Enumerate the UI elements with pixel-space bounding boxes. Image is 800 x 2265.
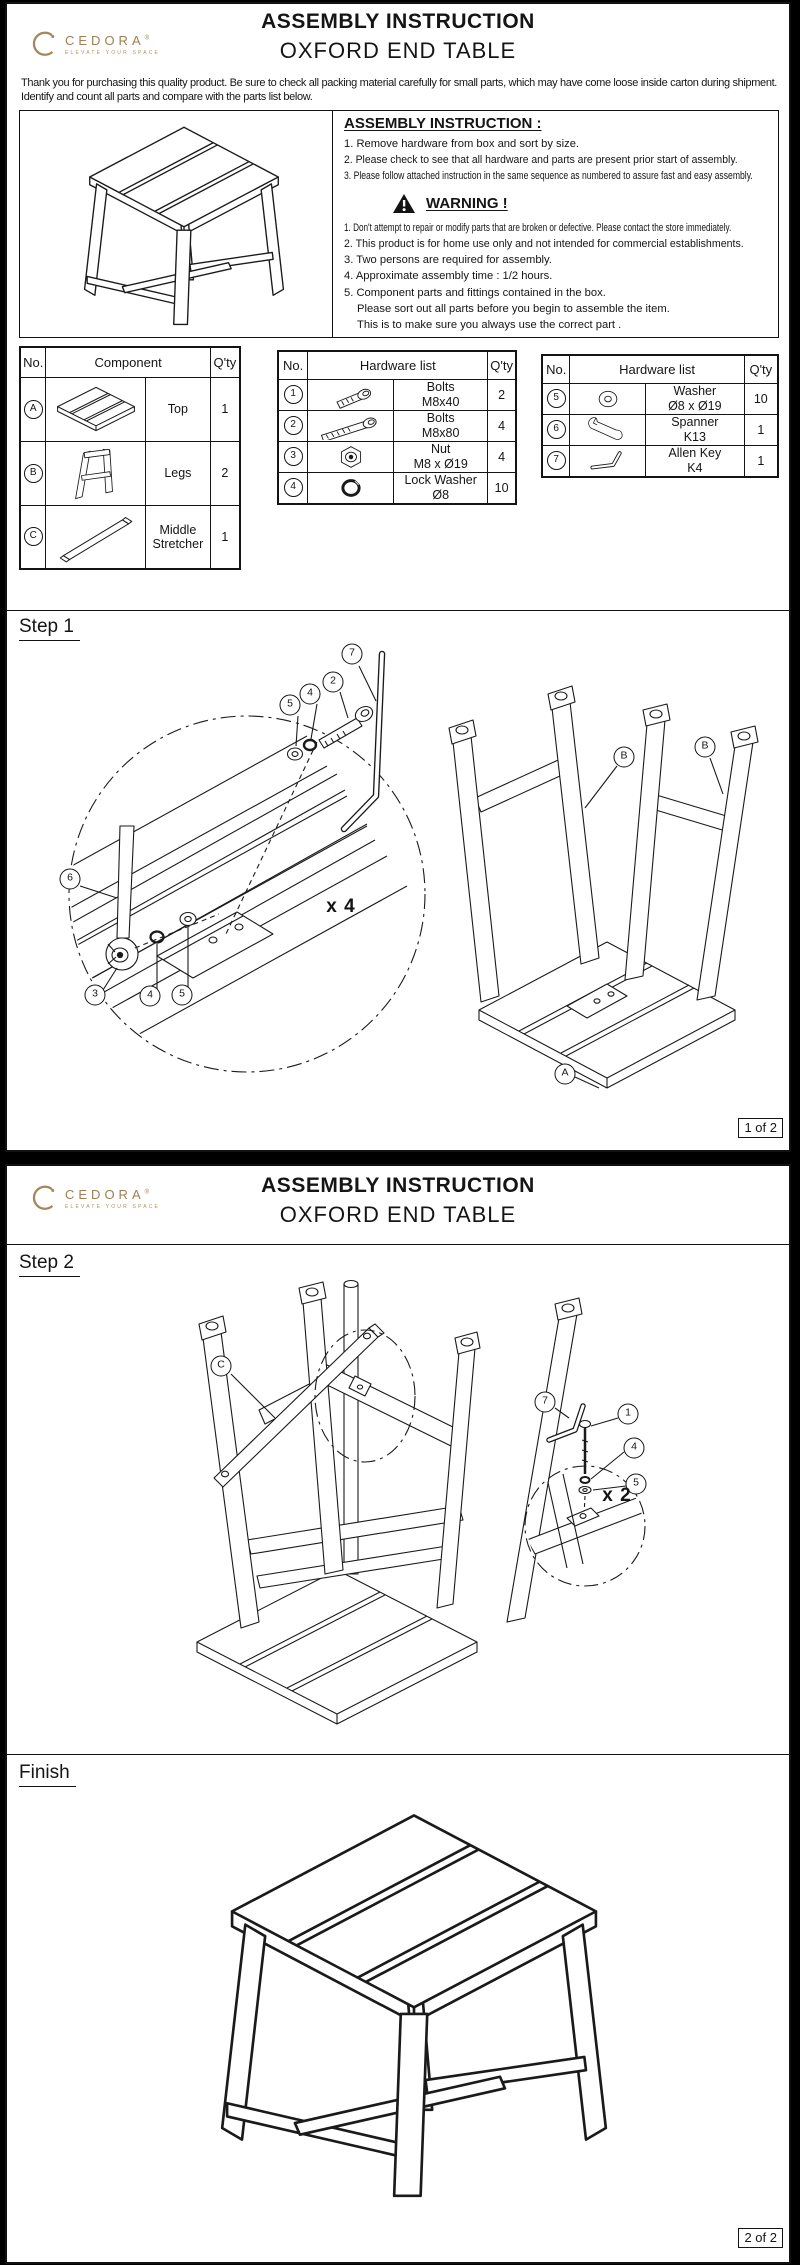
warning-heading: WARNING ! bbox=[426, 194, 508, 212]
brand-reg-mark: ® bbox=[144, 35, 150, 42]
component-qty: 2 bbox=[210, 441, 240, 505]
callout-bolt-m8x40: 1 bbox=[618, 1404, 639, 1425]
part-letter-c: C bbox=[24, 527, 43, 546]
hardware-number-1: 1 bbox=[284, 385, 303, 404]
table-row bbox=[542, 383, 778, 414]
callout-washer: 5 bbox=[626, 1474, 647, 1495]
callout-spanner: 6 bbox=[60, 869, 81, 890]
table-row bbox=[278, 441, 516, 472]
spanner-icon bbox=[579, 416, 637, 444]
hardware-name: Nut bbox=[430, 441, 451, 456]
callout-washer: 5 bbox=[280, 695, 301, 716]
hardware-qty: 2 bbox=[488, 379, 516, 410]
warning-item: This is to make sure you always use the correct part . bbox=[357, 319, 622, 332]
hardware-spec: M8 x Ø19 bbox=[413, 456, 468, 471]
callout-allen-key: 7 bbox=[342, 644, 363, 665]
hardware-number-3: 3 bbox=[284, 447, 303, 466]
callout-lock-washer: 4 bbox=[624, 1438, 645, 1459]
hardware-qty: 10 bbox=[488, 472, 516, 504]
part-label-a: A bbox=[555, 1064, 576, 1085]
callout-nut: 3 bbox=[85, 985, 106, 1006]
hardware-table-1 bbox=[277, 350, 517, 505]
part-label-b: B bbox=[614, 747, 635, 768]
warning-triangle-icon bbox=[392, 193, 416, 214]
component-table-header-qty: Q'ty bbox=[210, 347, 240, 377]
hardware-name: Spanner bbox=[671, 414, 719, 429]
page-separator bbox=[0, 1152, 800, 1164]
hardware-number-2: 2 bbox=[284, 416, 303, 435]
component-name: Top bbox=[146, 377, 211, 441]
part-label-c: C bbox=[211, 1356, 232, 1377]
component-table-header-no: No. bbox=[20, 347, 46, 377]
table-row bbox=[20, 377, 240, 441]
callout-lock-washer: 4 bbox=[300, 684, 321, 705]
hardware-number-6: 6 bbox=[547, 420, 566, 439]
instruction-item: 3. Please follow attached instruction in the same sequence as numbered to assure fast and easy assembly. bbox=[344, 169, 753, 182]
page-title: ASSEMBLY INSTRUCTION bbox=[261, 1174, 535, 1197]
page-number-badge: 2 of 2 bbox=[738, 2228, 783, 2248]
page-1 bbox=[5, 2, 791, 1152]
page-2 bbox=[5, 1164, 791, 2264]
hardware-spec: Ø8 x Ø19 bbox=[668, 398, 722, 413]
info-box bbox=[19, 110, 779, 338]
hardware-name: Allen Key bbox=[668, 445, 722, 460]
callout-lock-washer: 4 bbox=[140, 986, 161, 1007]
brand-tagline: ELEVATE YOUR SPACE bbox=[65, 49, 161, 56]
assembly-instructions-heading: ASSEMBLY INSTRUCTION : bbox=[344, 115, 542, 132]
hw2-header-qty: Q'ty bbox=[744, 355, 778, 383]
section-rule bbox=[7, 610, 789, 611]
table-row bbox=[278, 379, 516, 410]
table-row bbox=[542, 414, 778, 445]
table-row bbox=[542, 445, 778, 477]
stretcher-bar-icon bbox=[50, 509, 142, 565]
instruction-item: 2. Please check to see that all hardware and parts are present prior start of assembly. bbox=[344, 153, 738, 166]
bolt-m8x80-icon bbox=[313, 412, 389, 440]
hardware-qty: 4 bbox=[488, 441, 516, 472]
bolt-m8x40-icon bbox=[320, 381, 382, 409]
hardware-qty: 4 bbox=[488, 410, 516, 441]
info-box-divider bbox=[332, 111, 333, 337]
hardware-name: Lock Washer bbox=[404, 472, 477, 487]
step1-label: Step 1 bbox=[19, 616, 80, 641]
brand-tagline: ELEVATE YOUR SPACE bbox=[65, 1203, 161, 1210]
assembly-instructions bbox=[344, 115, 786, 333]
hardware-table-2 bbox=[541, 354, 779, 478]
table-row bbox=[278, 472, 516, 504]
warning-item: 4. Approximate assembly time : 1/2 hours. bbox=[344, 270, 553, 283]
hardware-number-7: 7 bbox=[547, 451, 566, 470]
component-table bbox=[19, 346, 241, 570]
nut-icon bbox=[336, 443, 366, 471]
hw2-header-name: Hardware list bbox=[570, 355, 744, 383]
component-name: Middle Stretcher bbox=[146, 505, 211, 569]
allen-key-icon bbox=[583, 448, 633, 474]
component-qty: 1 bbox=[210, 377, 240, 441]
hardware-spec: K13 bbox=[683, 429, 706, 444]
hardware-name: Bolts bbox=[426, 379, 455, 394]
step2-diagram bbox=[7, 1278, 789, 1748]
hardware-qty: 10 bbox=[744, 383, 778, 414]
instruction-item: 1. Remove hardware from box and sort by size. bbox=[344, 138, 580, 150]
warning-item: 2. This product is for home use only and not intended for commercial establishments. bbox=[344, 237, 744, 250]
intro-paragraph: Thank you for purchasing this quality product. Be sure to check all packing material carefully for small parts, which may have come loose inside carton during shipment. Identify and count all parts and compare with the parts list below. bbox=[21, 77, 777, 104]
header-rule bbox=[7, 1244, 789, 1245]
page-title: ASSEMBLY INSTRUCTION bbox=[261, 10, 535, 33]
step1-multiplier: x 4 bbox=[326, 896, 356, 917]
brand-name-text: CEDORA bbox=[65, 32, 145, 48]
product-title: OXFORD END TABLE bbox=[279, 38, 517, 63]
table-row bbox=[20, 505, 240, 569]
step2-label: Step 2 bbox=[19, 1252, 80, 1277]
hardware-name: Washer bbox=[673, 383, 717, 398]
brand-name-text: CEDORA bbox=[65, 1186, 145, 1202]
table-top-icon bbox=[52, 383, 140, 435]
part-label-b: B bbox=[695, 737, 716, 758]
hardware-number-4: 4 bbox=[284, 478, 303, 497]
callout-bolt-m8x80: 2 bbox=[323, 672, 344, 693]
hw2-header-no: No. bbox=[542, 355, 570, 383]
washer-icon bbox=[593, 385, 623, 413]
hardware-spec: M8x80 bbox=[421, 425, 460, 440]
hardware-spec: M8x40 bbox=[421, 394, 460, 409]
finish-illustration bbox=[199, 1794, 629, 2214]
table-row bbox=[20, 441, 240, 505]
product-title: OXFORD END TABLE bbox=[279, 1202, 517, 1227]
hardware-spec: Ø8 bbox=[432, 487, 450, 502]
hardware-number-5: 5 bbox=[547, 389, 566, 408]
step2-multiplier: x 2 bbox=[602, 1485, 632, 1506]
part-letter-b: B bbox=[24, 464, 43, 483]
component-qty: 1 bbox=[210, 505, 240, 569]
section-rule bbox=[7, 1754, 789, 1755]
assembled-table-illustration bbox=[68, 117, 300, 333]
step1-diagram bbox=[7, 646, 789, 1106]
finish-label: Finish bbox=[19, 1762, 76, 1787]
leg-frame-icon bbox=[70, 444, 122, 502]
hardware-qty: 1 bbox=[744, 445, 778, 477]
part-letter-a: A bbox=[24, 400, 43, 419]
component-name: Legs bbox=[146, 441, 211, 505]
brand-reg-mark: ® bbox=[144, 1189, 150, 1196]
lock-washer-icon bbox=[336, 474, 366, 502]
hardware-qty: 1 bbox=[744, 414, 778, 445]
callout-allen-key: 7 bbox=[535, 1392, 556, 1413]
warning-item: 5. Component parts and fittings contained in the box. bbox=[344, 286, 606, 299]
warning-item: Please sort out all parts before you begin to assemble the item. bbox=[357, 302, 670, 315]
hw1-header-qty: Q'ty bbox=[488, 351, 516, 379]
hw1-header-name: Hardware list bbox=[308, 351, 488, 379]
callout-washer: 5 bbox=[172, 985, 193, 1006]
table-row bbox=[278, 410, 516, 441]
page-number-badge: 1 of 2 bbox=[738, 1118, 783, 1138]
warning-item: 3. Two persons are required for assembly. bbox=[344, 254, 552, 267]
hw1-header-no: No. bbox=[278, 351, 308, 379]
warning-item: 1. Don't attempt to repair or modify parts that are broken or defective. Please contact the store immediately. bbox=[344, 221, 732, 234]
hardware-name: Bolts bbox=[426, 410, 455, 425]
hardware-spec: K4 bbox=[687, 460, 703, 475]
component-table-header-name: Component bbox=[46, 347, 210, 377]
